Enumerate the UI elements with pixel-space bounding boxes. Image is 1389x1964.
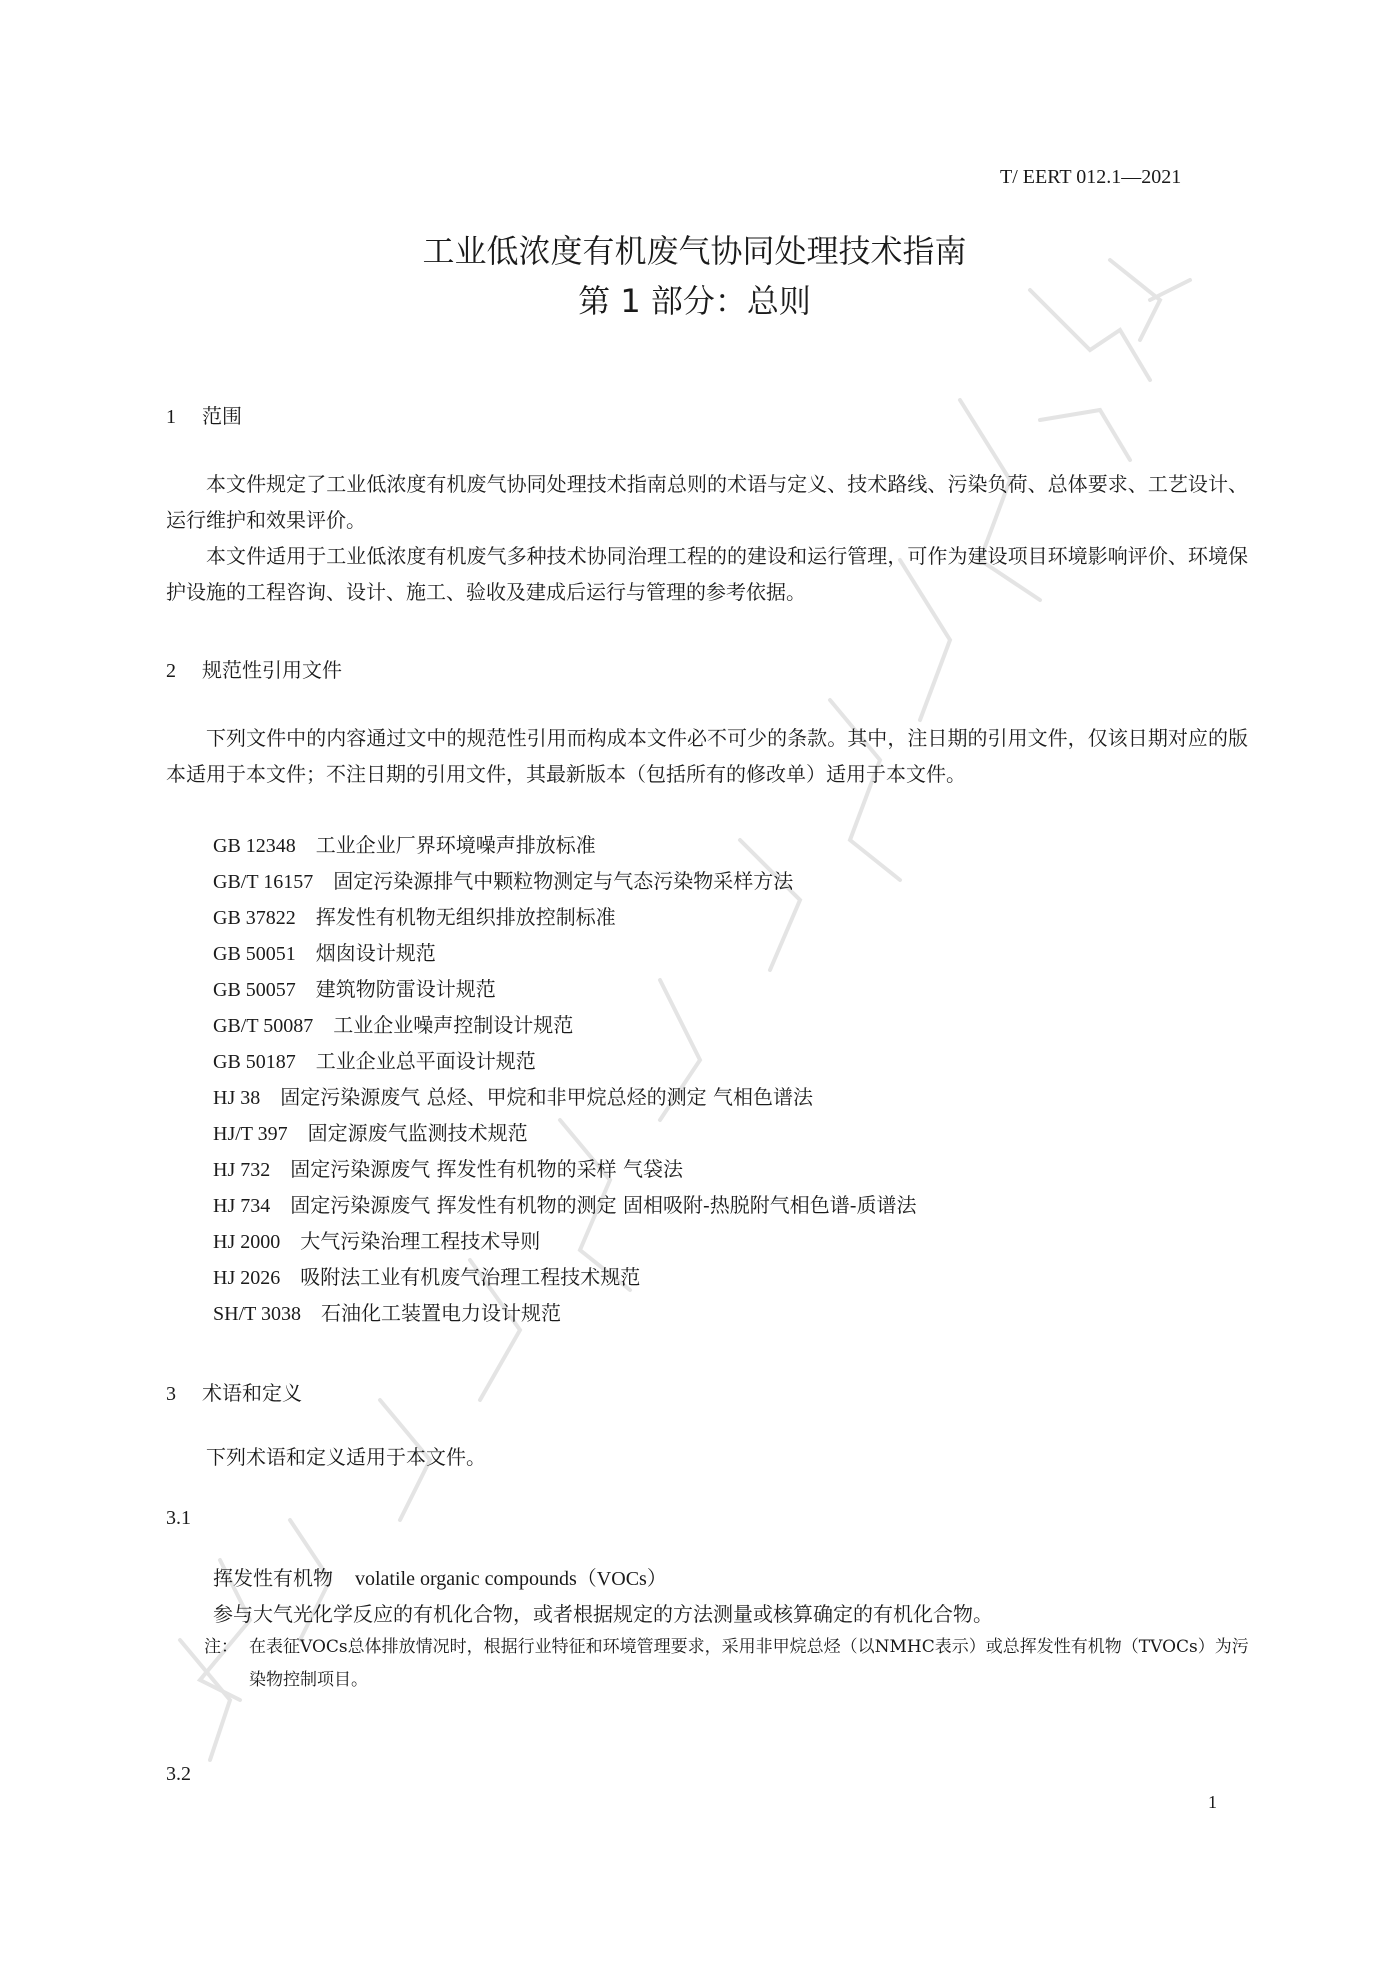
reference-code: GB 12348 <box>213 835 296 857</box>
section-number: 2 <box>166 660 176 682</box>
paragraph: 本文件规定了工业低浓度有机废气协同处理技术指南总则的术语与定义、技术路线、污染负荷、总体要求、工艺设计、运行维护和效果评价。 <box>166 472 1248 532</box>
reference-item <box>213 1117 528 1146</box>
reference-item <box>213 1153 683 1182</box>
reference-code: HJ 2026 <box>213 1267 281 1289</box>
reference-item <box>213 1009 573 1038</box>
reference-item <box>213 1189 916 1218</box>
page-number: 1 <box>1208 1792 1217 1812</box>
reference-item <box>213 865 793 894</box>
reference-item <box>213 1261 640 1290</box>
reference-title: 石油化工装置电力设计规范 <box>320 1301 561 1325</box>
reference-code: GB 50057 <box>213 979 296 1001</box>
reference-title: 固定污染源废气 总烃、甲烷和非甲烷总烃的测定 气相色谱法 <box>280 1085 813 1109</box>
reference-title: 固定污染源废气 挥发性有机物的测定 固相吸附-热脱附气相色谱-质谱法 <box>290 1193 917 1217</box>
reference-code: HJ/T 397 <box>213 1123 288 1145</box>
reference-item <box>213 1081 813 1110</box>
reference-title: 烟囱设计规范 <box>315 941 436 965</box>
clause-number: 3.2 <box>166 1763 191 1785</box>
term-note <box>204 1631 1250 1697</box>
reference-code: GB 50187 <box>213 1051 296 1073</box>
term-definition: 参与大气光化学反应的有机化合物，或者根据规定的方法测量或核算确定的有机化合物。 <box>213 1602 993 1626</box>
reference-code: SH/T 3038 <box>213 1303 301 1325</box>
section-number: 1 <box>166 406 176 428</box>
reference-item <box>213 1225 540 1254</box>
reference-title: 吸附法工业有机废气治理工程技术规范 <box>300 1265 641 1289</box>
reference-title: 固定源废气监测技术规范 <box>307 1121 528 1145</box>
reference-item <box>213 973 496 1002</box>
reference-title: 工业企业噪声控制设计规范 <box>333 1013 574 1037</box>
section-number: 3 <box>166 1383 176 1405</box>
term-chinese: 挥发性有机物 <box>213 1566 333 1590</box>
standard-number: T/ EERT 012.1—2021 <box>1000 166 1182 188</box>
note-label: 注： <box>204 1637 238 1657</box>
reference-item <box>213 937 436 966</box>
section-title: 术语和定义 <box>202 1381 302 1405</box>
reference-code: HJ 732 <box>213 1159 271 1181</box>
reference-code: GB/T 50087 <box>213 1015 314 1037</box>
section-title: 规范性引用文件 <box>202 658 342 682</box>
reference-code: HJ 38 <box>213 1087 261 1109</box>
reference-item <box>213 901 616 930</box>
reference-code: GB/T 16157 <box>213 871 314 893</box>
clause-number: 3.1 <box>166 1507 191 1529</box>
paragraph: 下列术语和定义适用于本文件。 <box>206 1445 486 1469</box>
reference-code: HJ 2000 <box>213 1231 281 1253</box>
section-heading-terms <box>166 1377 302 1406</box>
document-subtitle: 第 1 部分：总则 <box>578 282 811 320</box>
section-heading-scope <box>166 400 242 429</box>
note-text: 在表征VOCs总体排放情况时，根据行业特征和环境管理要求，采用非甲烷总烃（以NMHC表示）或总挥发性有机物（TVOCs）为污染物控制项目。 <box>249 1637 1249 1690</box>
reference-code: HJ 734 <box>213 1195 271 1217</box>
reference-title: 固定污染源排气中颗粒物测定与气态污染物采样方法 <box>333 869 794 893</box>
reference-title: 大气污染治理工程技术导则 <box>300 1229 541 1253</box>
paragraph: 下列文件中的内容通过文中的规范性引用而构成本文件必不可少的条款。其中，注日期的引用文件，仅该日期对应的版本适用于本文件；不注日期的引用文件，其最新版本（包括所有的修改单）适用于本文件。 <box>166 726 1248 786</box>
paragraph: 本文件适用于工业低浓度有机废气多种技术协同治理工程的的建设和运行管理，可作为建设项目环境影响评价、环境保护设施的工程咨询、设计、施工、验收及建成后运行与管理的参考依据。 <box>166 544 1248 604</box>
reference-code: GB 37822 <box>213 907 296 929</box>
reference-item <box>213 1045 536 1074</box>
term-entry <box>213 1562 667 1591</box>
reference-item <box>213 829 596 858</box>
reference-title: 挥发性有机物无组织排放控制标准 <box>315 905 616 929</box>
reference-title: 固定污染源废气 挥发性有机物的采样 气袋法 <box>290 1157 683 1181</box>
term-english: volatile organic compounds（VOCs） <box>355 1568 667 1590</box>
reference-title: 工业企业总平面设计规范 <box>315 1049 536 1073</box>
reference-title: 建筑物防雷设计规范 <box>315 977 496 1001</box>
reference-code: GB 50051 <box>213 943 296 965</box>
section-heading-normative-references <box>166 654 342 683</box>
reference-item <box>213 1297 561 1326</box>
document-title: 工业低浓度有机废气协同处理技术指南 <box>422 232 967 270</box>
reference-title: 工业企业厂界环境噪声排放标准 <box>315 833 596 857</box>
section-title: 范围 <box>202 404 242 428</box>
